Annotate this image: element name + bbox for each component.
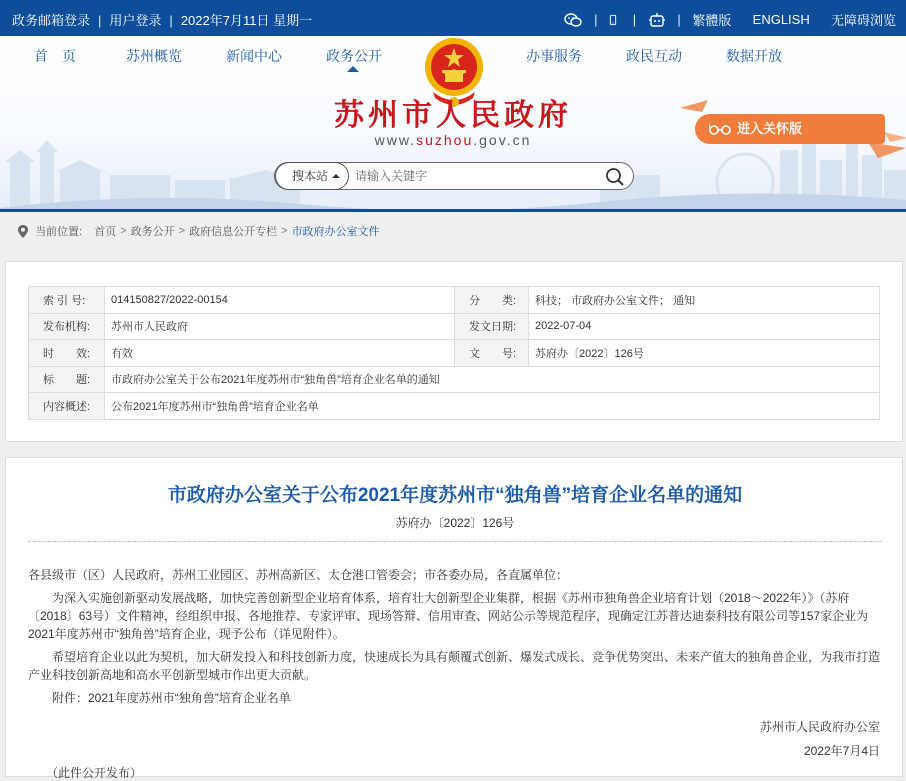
article-attachment[interactable]: 附件：2021年度苏州市“独角兽”培育企业名单 [52, 691, 291, 705]
top-bar [0, 0, 906, 36]
doc-number-label: 文 号: [455, 340, 529, 367]
breadcrumb-separator: > [281, 225, 288, 237]
summary-value: 公布2021年度苏州市“独角兽”培育企业名单 [105, 393, 880, 420]
breadcrumb-disclosure[interactable]: 政府信息公开专栏 [189, 226, 278, 238]
wechat-icon[interactable] [564, 11, 582, 28]
url-suffix: .gov.cn [473, 132, 532, 148]
site-title: 苏州市人民政府 [334, 99, 572, 132]
glasses-icon [709, 122, 731, 136]
article-divider [28, 541, 882, 542]
validity-value: 有效 [105, 340, 455, 367]
nav-open-data[interactable]: 数据开放 [726, 48, 782, 64]
title-label: 标 题: [29, 366, 105, 393]
divider: | [632, 12, 637, 27]
article-doc-number: 苏府办〔2022〕126号 [395, 516, 515, 530]
table-row [29, 366, 880, 393]
summary-label: 内容概述: [29, 393, 105, 420]
nav-services[interactable]: 办事服务 [526, 48, 582, 64]
breadcrumb [0, 212, 906, 248]
article-salutation: 各县级市（区）人民政府，苏州工业园区、苏州高新区、太仓港口管委会；市各委办局，各直属单位： [28, 568, 569, 582]
nav-active-indicator [347, 66, 359, 72]
mail-login-link[interactable]: 政务邮箱登录 [12, 13, 91, 28]
table-row [29, 393, 880, 420]
url-domain: suzhou [416, 132, 474, 148]
url-prefix: www. [374, 132, 417, 148]
issuer-value: 苏州市人民政府 [105, 313, 455, 340]
breadcrumb-separator: > [178, 225, 186, 237]
search-scope-label: 搜本站 [292, 169, 329, 183]
article-signature: 苏州市人民政府办公室 [759, 720, 880, 734]
robot-icon[interactable] [648, 11, 666, 28]
document-info-panel [5, 261, 903, 442]
article-panel [5, 457, 903, 780]
article-paragraph: 为深入实施创新驱动发展战略，加快完善创新型企业培育体系，培育壮大创新型企业集群，根据《苏州市独角兽企业培育计划（2018～2022年）》（苏府〔2018〕63号）文件精神，经组织申报、各地推荐、专家评审、现场答辩、信用审查、网站公示等规范程序，现确定江苏普达迪泰科技有限公司等157家企业为2021年度苏州市“独角兽”培育企业，现予公布（详见附件）。 [28, 591, 869, 641]
title-value: 市政府办公室关于公布2021年度苏州市“独角兽”培育企业名单的通知 [105, 366, 880, 393]
divider: | [594, 12, 598, 27]
site-search [274, 162, 634, 190]
divider: | [169, 13, 173, 28]
document-info-table [28, 286, 880, 420]
table-row [29, 340, 880, 367]
top-bar-left [12, 10, 312, 29]
accessibility-link[interactable]: 无障碍浏览 [830, 13, 896, 28]
breadcrumb-gov-affairs[interactable]: 政务公开 [130, 226, 175, 238]
article-paragraph: 希望培育企业以此为契机，加大研发投入和科技创新力度，快速成长为具有颠覆式创新、爆发式成长、竞争优势突出、未来产值大的独角兽企业，为我市打造产业科技创新高地和高水平创新型城市作出更大贡献。 [28, 650, 881, 682]
mobile-icon[interactable] [609, 11, 621, 28]
breadcrumb-inner [18, 223, 380, 239]
category-value: 科技； 市政府办公室文件； 通知 [529, 287, 880, 314]
site-header [0, 36, 906, 210]
table-row [29, 287, 880, 314]
validity-label: 时 效: [29, 340, 105, 367]
current-date: 2022年7月11日 星期一 [180, 13, 313, 28]
article-body [28, 566, 884, 712]
article-date: 2022年7月4日 [803, 744, 880, 758]
search-input[interactable] [355, 167, 595, 185]
location-pin-icon [18, 225, 28, 238]
care-mode-label: 进入关怀版 [737, 121, 803, 136]
divider: | [677, 12, 681, 27]
caret-up-icon [332, 174, 340, 178]
issue-date-value: 2022-07-04 [529, 313, 880, 340]
article-publication-note: （此件公开发布） [46, 766, 143, 780]
nav-gov-affairs[interactable]: 政务公开 [326, 48, 382, 64]
user-login-link[interactable]: 用户登录 [109, 13, 162, 28]
table-row [29, 313, 880, 340]
english-link[interactable]: ENGLISH [752, 12, 810, 27]
nav-interaction[interactable]: 政民互动 [626, 48, 682, 64]
article-title: 市政府办公室关于公布2021年度苏州市“独角兽”培育企业名单的通知 [167, 485, 743, 506]
breadcrumb-home[interactable]: 首页 [94, 226, 117, 238]
issuer-label: 发布机构: [29, 313, 105, 340]
nav-home[interactable]: 首 页 [34, 48, 76, 64]
issue-date-label: 发文日期: [455, 313, 529, 340]
top-bar-right [564, 10, 896, 29]
breadcrumb-separator: > [120, 225, 127, 237]
index-label: 索 引 号: [29, 287, 105, 314]
breadcrumb-current[interactable]: 市政府办公室文件 [291, 226, 380, 238]
traditional-link[interactable]: 繁體版 [692, 13, 732, 28]
doc-number-value: 苏府办〔2022〕126号 [529, 340, 880, 367]
care-mode-button[interactable] [695, 114, 885, 144]
search-icon[interactable] [605, 167, 625, 187]
nav-news[interactable]: 新闻中心 [226, 48, 282, 64]
breadcrumb-label: 当前位置: [35, 226, 83, 238]
category-label: 分 类: [455, 287, 529, 314]
search-scope-select[interactable] [275, 162, 349, 190]
index-value: 014150827/2022-00154 [105, 287, 455, 314]
nav-overview[interactable]: 苏州概览 [126, 48, 182, 64]
divider: | [98, 13, 102, 28]
